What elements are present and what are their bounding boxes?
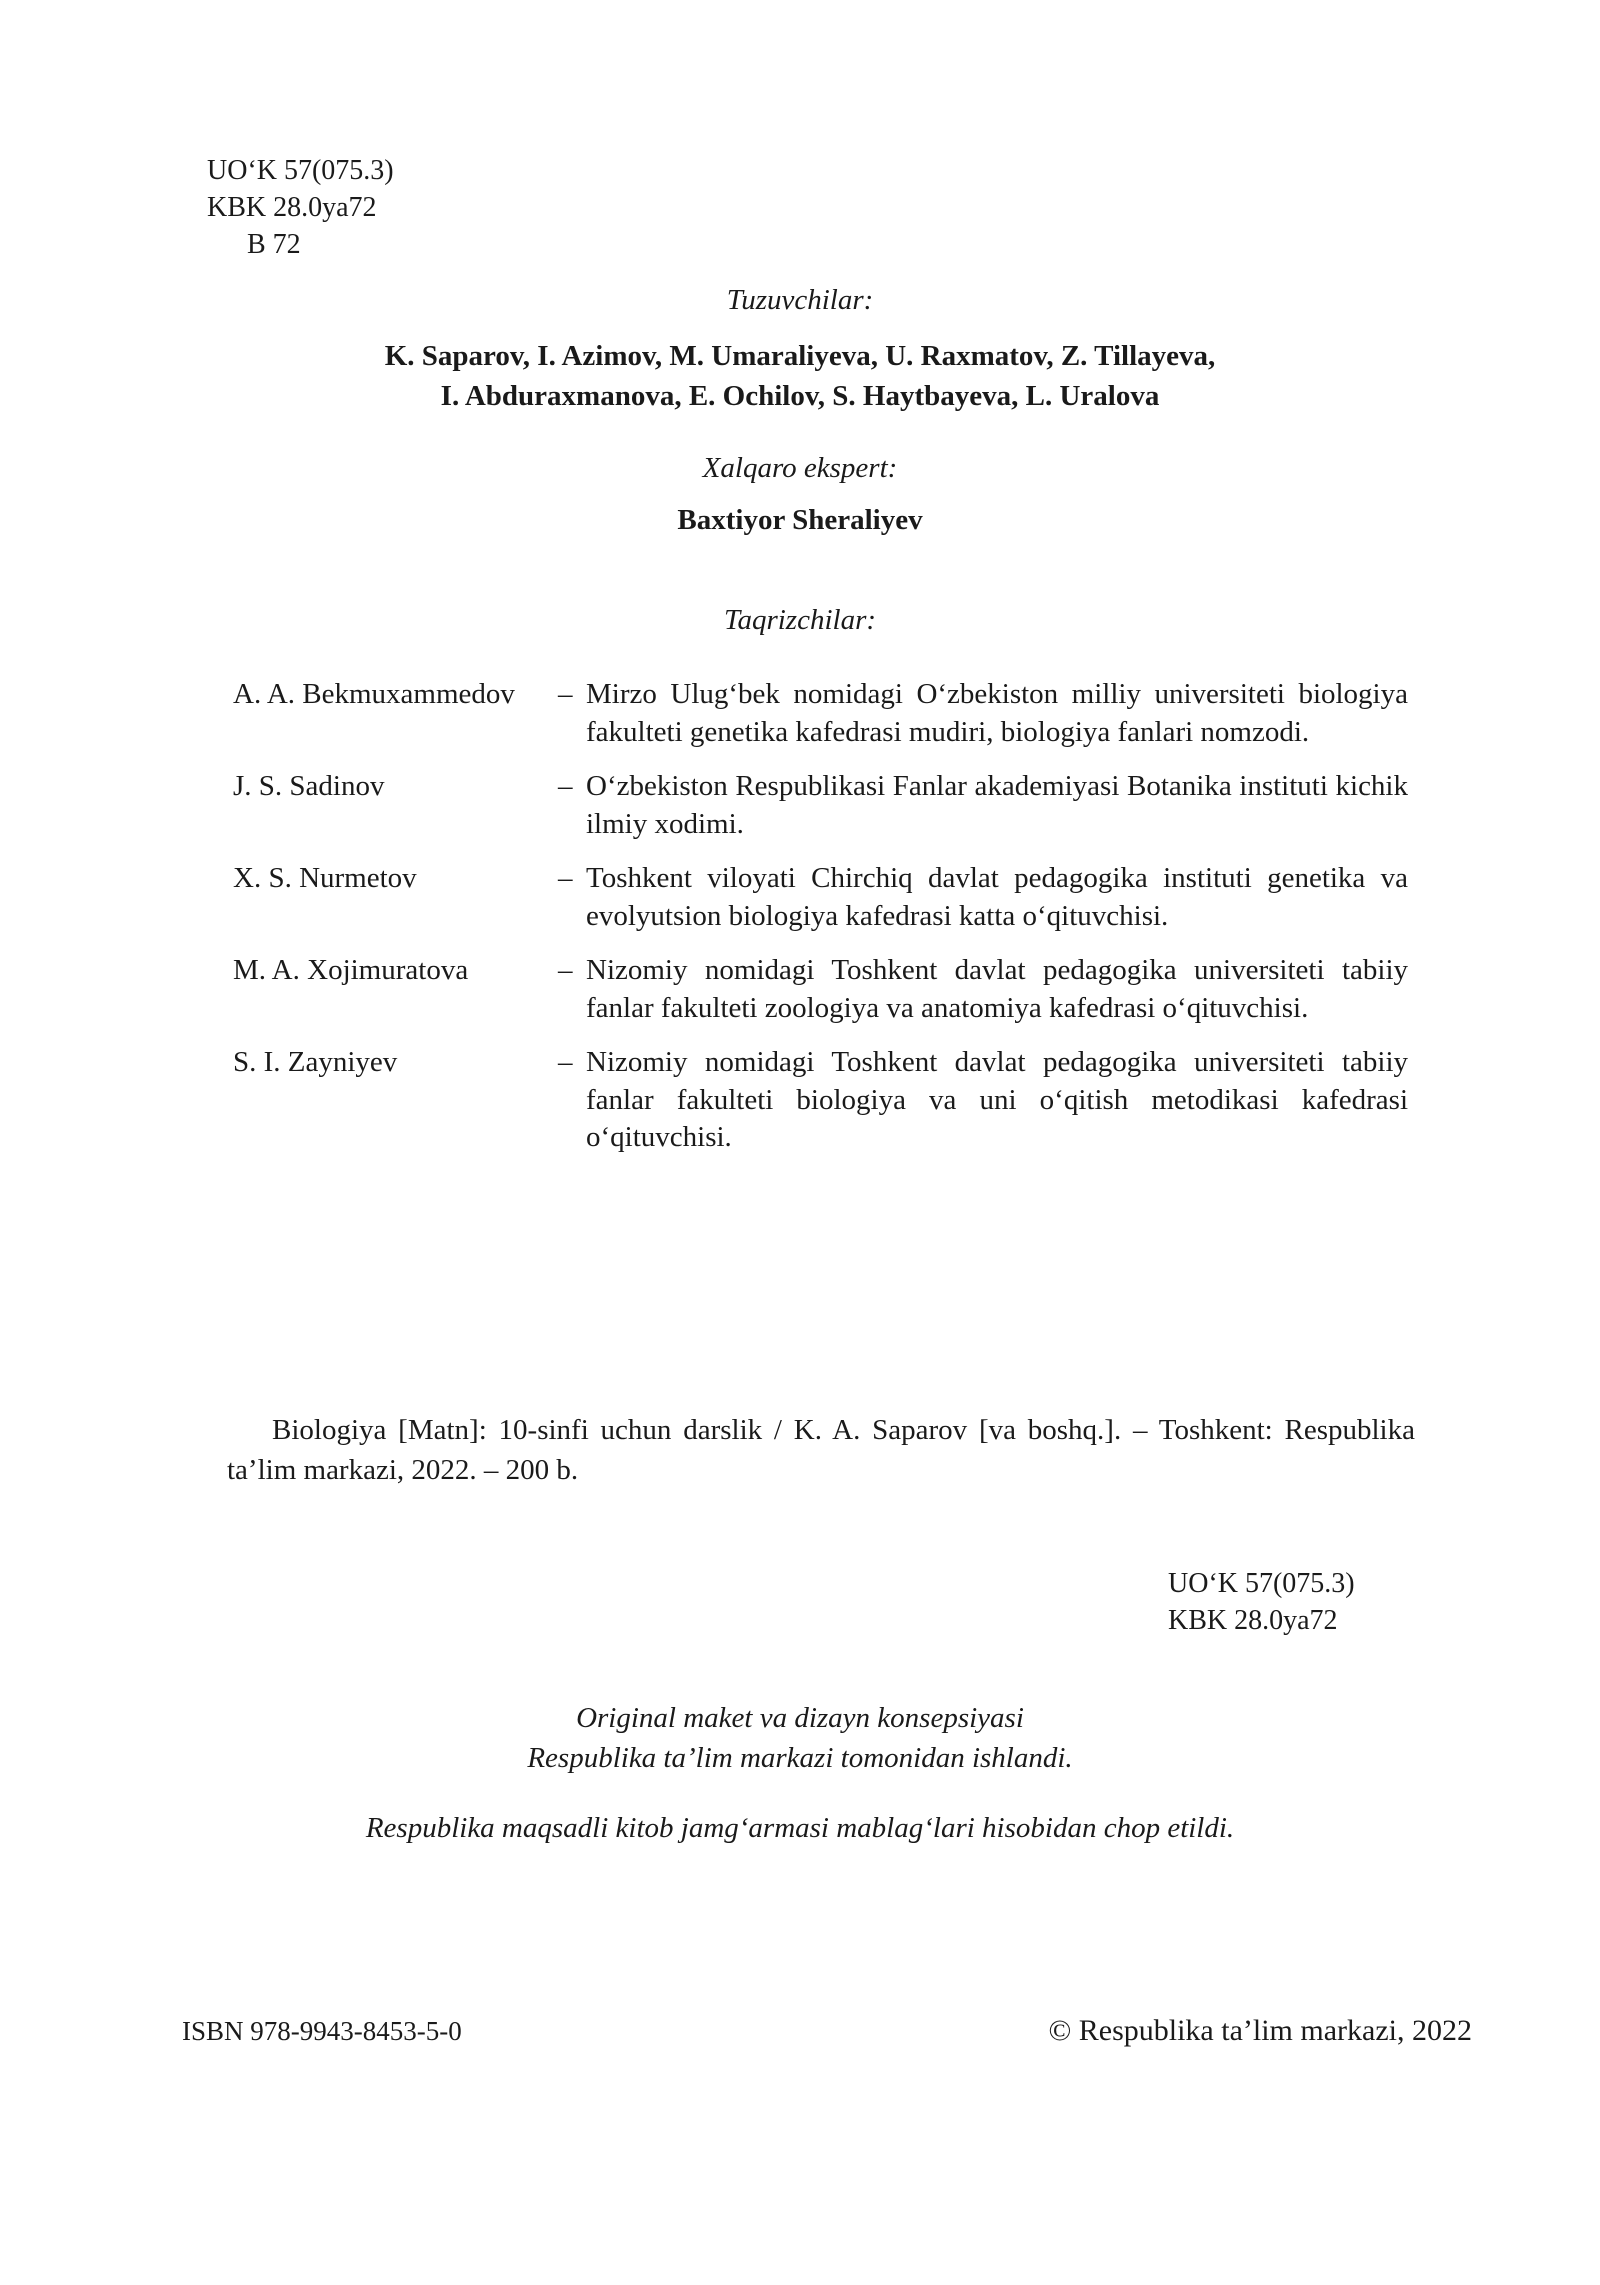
classification-codes-right	[1168, 1565, 1355, 1639]
reviewer-description: Mirzo Ulug‘bek nomidagi O‘zbekiston milliy universiteti biologiya fakulteti genetika kafedrasi mudiri, biologiya fanlari nomzodi.	[586, 678, 1408, 748]
reviewer-name: M. A. Xojimuratova	[233, 954, 469, 986]
reviewers-label: Taqrizchilar:	[723, 604, 877, 636]
reviewer-entry	[233, 1044, 1408, 1157]
layout-design-note-line-2: Respublika ta’lim markazi tomonidan ishlandi.	[527, 1742, 1073, 1774]
udk-code: UO‘K 57(075.3)	[207, 155, 394, 186]
compilers-line-2: I. Abduraxmanova, E. Ochilov, S. Haytbayeva, L. Uralova	[440, 380, 1160, 412]
reviewer-name: J. S. Sadinov	[233, 770, 385, 802]
copyright: © Respublika ta’lim markazi, 2022	[1048, 2014, 1472, 2047]
bbk-code: KBK 28.0ya72	[1168, 1605, 1338, 1636]
isbn: ISBN 978-9943-8453-5-0	[182, 2016, 462, 2046]
reviewer-name: A. A. Bekmuxammedov	[233, 678, 515, 710]
reviewer-description: Toshkent viloyati Chirchiq davlat pedagogika instituti genetika va evolyutsion biologiya kafedrasi katta o‘qituvchisi.	[586, 862, 1408, 932]
expert-label: Xalqaro ekspert:	[702, 452, 898, 484]
expert-name: Baxtiyor Sheraliyev	[677, 504, 923, 536]
bbk-code: KBK 28.0ya72	[207, 192, 377, 223]
reviewer-dash: –	[558, 862, 573, 894]
reviewer-dash: –	[558, 678, 573, 710]
layout-design-note-line-1: Original maket va dizayn konsepsiyasi	[576, 1702, 1024, 1734]
reviewers-list	[233, 676, 1408, 1174]
reviewer-name: S. I. Zayniyev	[233, 1046, 398, 1078]
reviewer-description: O‘zbekiston Respublikasi Fanlar akademiyasi Botanika instituti kichik ilmiy xodimi.	[586, 770, 1408, 840]
classification-codes-top	[207, 152, 394, 263]
reviewer-dash: –	[558, 770, 573, 802]
reviewer-entry	[233, 676, 1408, 751]
reviewer-entry	[233, 768, 1408, 843]
reviewer-name: X. S. Nurmetov	[233, 862, 417, 894]
compilers-label: Tuzuvchilar:	[726, 284, 874, 316]
reviewer-dash: –	[558, 954, 573, 986]
author-mark: B 72	[247, 229, 301, 260]
reviewer-entry	[233, 952, 1408, 1027]
reviewer-dash: –	[558, 1046, 573, 1078]
layout-design-note	[0, 1698, 1600, 1778]
reviewer-entry	[233, 860, 1408, 935]
reviewer-description: Nizomiy nomidagi Toshkent davlat pedagogika universiteti tabiiy fanlar fakulteti zoologiya va anatomiya kafedrasi o‘qituvchisi.	[586, 954, 1408, 1024]
compilers-line-1: K. Saparov, I. Azimov, M. Umaraliyeva, U. Raxmatov, Z. Tillayeva,	[384, 340, 1216, 372]
compilers-names	[0, 336, 1600, 416]
udk-code: UO‘K 57(075.3)	[1168, 1568, 1355, 1599]
bibliographic-citation: Biologiya [Matn]: 10-sinfi uchun darslik / K. A. Saparov [va boshq.]. – Toshkent: Respublika ta’lim markazi, 2022. – 200 b.	[227, 1414, 1415, 1486]
reviewer-description: Nizomiy nomidagi Toshkent davlat pedagogika universiteti tabiiy fanlar fakulteti biologiya va uni o‘qitish metodikasi kafedrasi o‘qituvchisi.	[586, 1046, 1408, 1153]
funding-note: Respublika maqsadli kitob jamg‘armasi mablag‘lari hisobidan chop etildi.	[365, 1812, 1235, 1844]
